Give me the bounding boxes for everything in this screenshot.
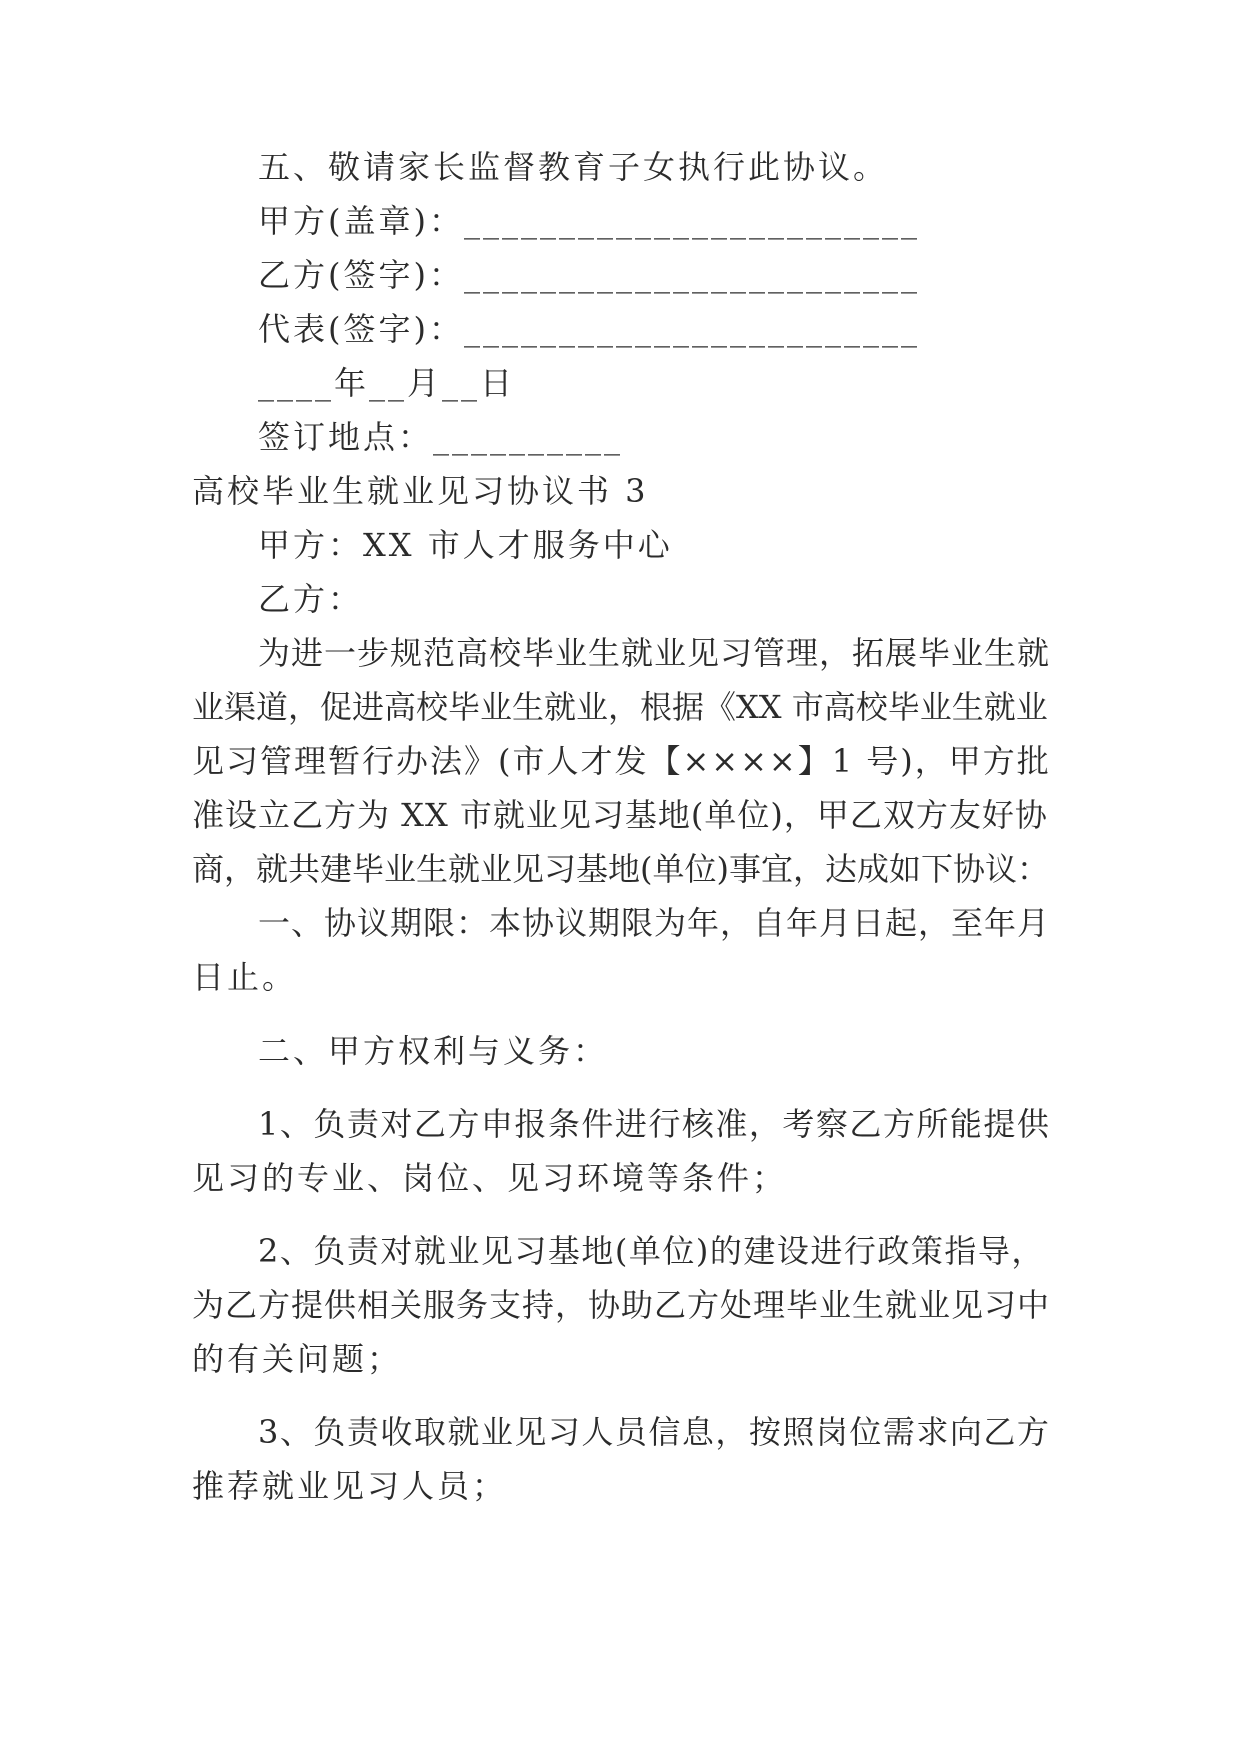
clause-two-title: 二、甲方权利与义务： (258, 1032, 609, 1070)
preamble-line: 准设立乙方为 XX 市就业见习基地(单位)，甲乙双方友好协 (192, 796, 1048, 834)
item-1-line: 1、负责对乙方申报条件进行核准，考察乙方所能提供 (258, 1105, 1051, 1143)
party-a-seal-line: 甲方(盖章)：________________________ (258, 202, 920, 240)
item-2-line: 2、负责对就业见习基地(单位)的建设进行政策指导， (258, 1232, 1045, 1270)
clause-one-line: 一、协议期限：本协议期限为年，自年月日起，至年月 (258, 904, 1051, 942)
party-b-signature-line: 乙方(签字)：________________________ (258, 256, 920, 294)
clause-one-line: 日止。 (192, 958, 298, 996)
section-title: 高校毕业生就业见习协议书 3 (192, 472, 649, 510)
clause-five: 五、敬请家长监督教育子女执行此协议。 (258, 148, 889, 186)
preamble-line: 业渠道，促进高校毕业生就业，根据《XX 市高校毕业生就业 (192, 688, 1048, 726)
item-3-line: 推荐就业见习人员； (192, 1467, 508, 1505)
item-1-line: 见习的专业、岗位、见习环境等条件； (192, 1159, 788, 1197)
item-2-line: 为乙方提供相关服务支持，协助乙方处理毕业生就业见习中 (192, 1286, 1051, 1324)
item-3-line: 3、负责收取就业见习人员信息，按照岗位需求向乙方 (258, 1413, 1051, 1451)
preamble-line: 见习管理暂行办法》(市人才发【××××】1 号)，甲方批 (192, 742, 1051, 780)
date-line: ____年__月__日 (258, 364, 516, 402)
party-b: 乙方： (258, 580, 364, 618)
signing-place-line: 签订地点：__________ (258, 418, 624, 456)
preamble-line: 商，就共建毕业生就业见习基地(单位)事宜，达成如下协议： (192, 850, 1049, 888)
preamble-line: 为进一步规范高校毕业生就业见习管理，拓展毕业生就 (258, 634, 1051, 672)
party-a: 甲方：XX 市人才服务中心 (258, 526, 673, 564)
representative-signature-line: 代表(签字)：________________________ (258, 310, 920, 348)
item-2-line: 的有关问题； (192, 1340, 403, 1378)
